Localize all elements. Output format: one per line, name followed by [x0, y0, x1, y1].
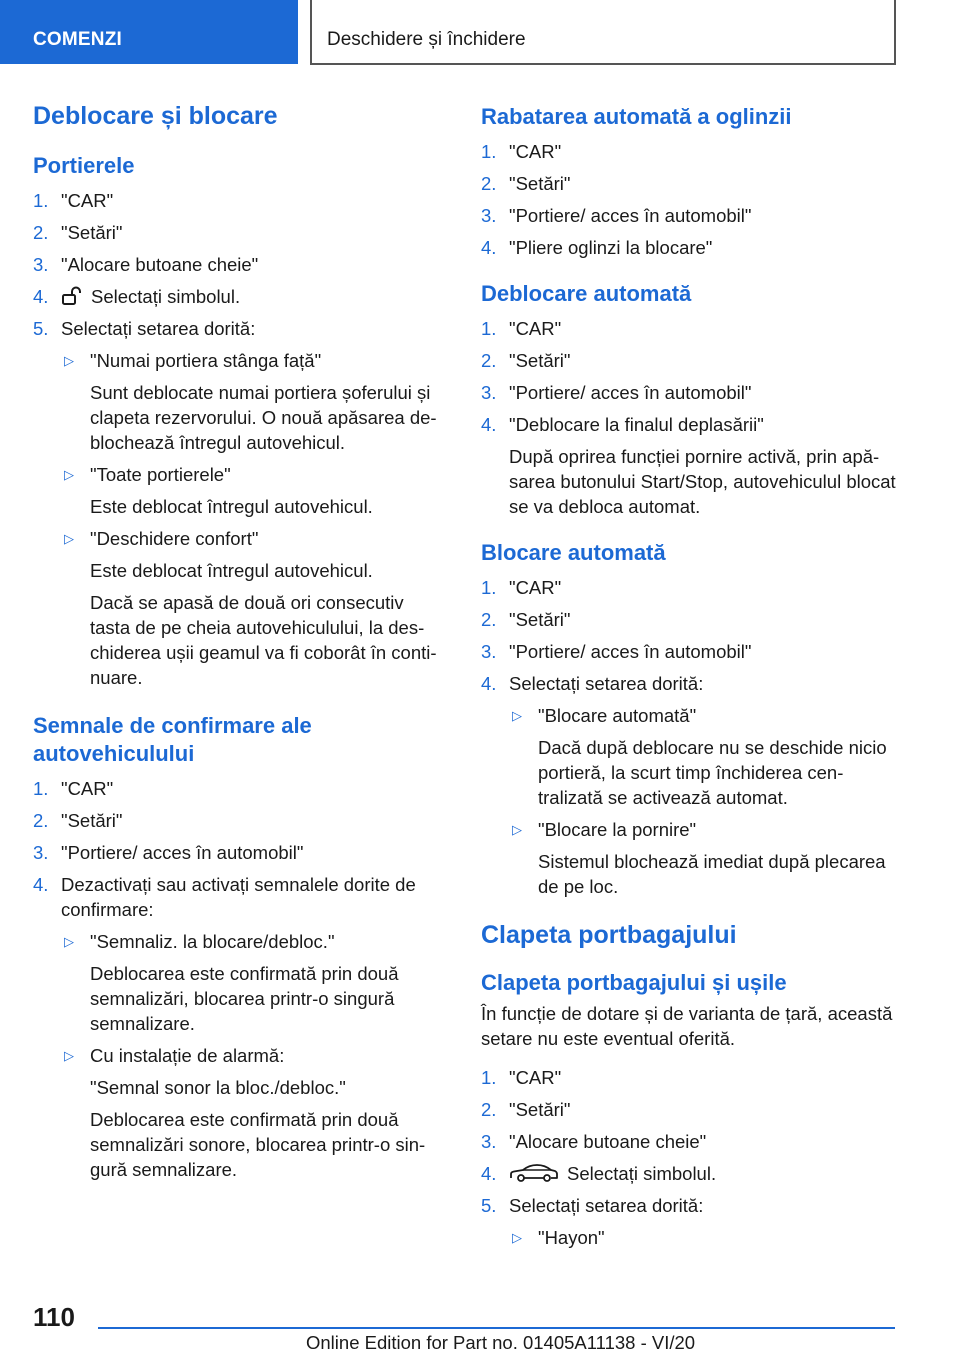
option-list — [509, 703, 901, 899]
list-item: 3. "Portiere/ acces în automobil" — [33, 842, 304, 863]
option-list — [61, 348, 448, 690]
list-item: 3. "Portiere/ acces în automobil" — [481, 382, 752, 403]
section-title-clapeta: Clapeta portbagajului — [481, 921, 737, 949]
triangle-bullet-icon: ▷ — [64, 467, 74, 482]
triangle-bullet-icon: ▷ — [512, 1230, 522, 1245]
left-column — [33, 100, 448, 1189]
list-item: 1. "CAR" — [33, 190, 114, 211]
blocare-steps — [481, 575, 901, 899]
list-item: 1. "CAR" — [481, 318, 562, 339]
list-item: 4. Selectați simbolul. — [33, 286, 241, 307]
unlock-icon — [61, 286, 83, 306]
list-item: 1. "CAR" — [481, 1067, 562, 1088]
section-title-deblocare: Deblocare și blocare — [33, 102, 278, 130]
triangle-bullet-icon: ▷ — [64, 1048, 74, 1063]
list-item: 2. "Setări" — [481, 1099, 571, 1120]
list-item: 1. "CAR" — [33, 778, 114, 799]
triangle-bullet-icon: ▷ — [512, 822, 522, 837]
list-item: 4. Dezactivați sau activați semnalele dorite de confirmare: ▷ "Semnaliz. la blocare/debloc." Deblocarea este confirmată prin două semnalizări, blocarea printr-o singură semnalizare. ▷ Cu instalație de alarmă: "Semnal sonor la bloc./debloc." Deblocarea este confirmată prin două semnalizări sonore, blocarea printr-o singură semnalizare. — [33, 872, 448, 1182]
oglinzi-steps — [481, 139, 901, 260]
footer-divider — [98, 1327, 895, 1329]
deblocare-note: După oprirea funcției pornire activă, prin apăsarea butonului Start/Stop, autovehiculul blocat se va debloca automat. — [509, 446, 896, 517]
list-item: 4. Selectați setarea dorită: ▷ "Blocare automată" Dacă după deblocare nu se deschide nicio portieră, la scurt timp închiderea centralizată se activează automat. ▷ "Blocare la pornire" Sistemul blochează imediat după plecarea de pe loc. — [481, 671, 901, 899]
heading-clapeta-usile: Clapeta portbagajului și ușile — [481, 970, 787, 995]
car-icon — [509, 1163, 559, 1183]
option-list — [509, 1225, 901, 1250]
option-item: ▷ "Deschidere confort" Este deblocat întregul autovehicul. Dacă se apasă de două ori consecutiv tasta de pe cheia autovehiculului, la deschiderea ușii geamul va fi coborât în continuare. — [64, 528, 437, 688]
triangle-bullet-icon: ▷ — [64, 353, 74, 368]
list-item: 2. "Setări" — [481, 173, 571, 194]
triangle-bullet-icon: ▷ — [64, 531, 74, 546]
option-item: ▷ "Toate portierele" Este deblocat întregul autovehicul. — [64, 464, 373, 517]
list-item: 5. Selectați setarea dorită: ▷ "Hayon" — [481, 1193, 901, 1250]
list-item: 3. "Portiere/ acces în automobil" — [481, 641, 752, 662]
footer-edition: Online Edition for Part no. 01405A11138 - VI/20 — [306, 1332, 696, 1353]
option-item: ▷ "Blocare automată" Dacă după deblocare nu se deschide nicio portieră, la scurt timp închiderea centralizată se activează automat. — [512, 705, 887, 808]
chapter-label: Deschidere și închidere — [327, 29, 526, 50]
list-item: 5. Selectați setarea dorită: ▷ "Numai portiera stânga față" Sunt deblocate numai portiera șoferului și clapeta rezervorului. O nouă apăsarea deblochează întregul autovehicul. ▷ "Toate portierele" Este deblocat întregul autovehicul. ▷ "Deschidere confort" Este deblocat întregul autovehicul. Dacă se apasă de două ori consecutiv tasta de pe cheia autovehiculului, la deschiderea ușii geamul va fi coborât în continuare. — [33, 316, 448, 690]
section-tab — [0, 0, 298, 64]
option-item: ▷ "Hayon" — [512, 1227, 605, 1248]
list-item: 2. "Setări" — [33, 810, 123, 831]
list-item: 3. "Alocare butoane cheie" — [33, 254, 259, 275]
list-item: 4. Selectați simbolul. — [481, 1163, 717, 1184]
option-item: ▷ "Numai portiera stânga față" Sunt deblocate numai portiera șoferului și clapeta rezervorului. O nouă apăsarea deblochează întregul autovehicul. — [64, 350, 437, 453]
heading-blocare-automata: Blocare automată — [481, 540, 666, 565]
section-label: COMENZI — [33, 29, 123, 50]
option-item: ▷ "Blocare la pornire" Sistemul blochează imediat după plecarea de pe loc. — [512, 819, 886, 897]
triangle-bullet-icon: ▷ — [64, 934, 74, 949]
portierele-steps — [33, 188, 448, 690]
list-item: 3. "Portiere/ acces în automobil" — [481, 205, 752, 226]
option-item: ▷ "Semnaliz. la blocare/debloc." Deblocarea este confirmată prin două semnalizări, blocarea printr-o singură semnalizare. — [64, 931, 399, 1034]
right-column — [481, 100, 901, 1257]
list-item: 4. "Pliere oglinzi la blocare" — [481, 237, 713, 258]
heading-oglinzi: Rabatarea automată a oglinzii — [481, 104, 792, 129]
triangle-bullet-icon: ▷ — [512, 708, 522, 723]
list-item: 1. "CAR" — [481, 577, 562, 598]
heading-portierele: Portierele — [33, 153, 135, 178]
list-item: 2. "Setări" — [481, 609, 571, 630]
semnale-steps — [33, 776, 448, 1182]
list-item: 1. "CAR" — [481, 141, 562, 162]
clapeta-steps — [481, 1065, 901, 1250]
option-list — [61, 929, 448, 1182]
option-item: ▷ Cu instalație de alarmă: "Semnal sonor la bloc./debloc." Deblocarea este confirmată prin două semnalizări sonore, blocarea printr-o singură semnalizare. — [64, 1045, 426, 1180]
heading-deblocare-automata: Deblocare automată — [481, 281, 692, 306]
list-item: 3. "Alocare butoane cheie" — [481, 1131, 707, 1152]
list-item: 2. "Setări" — [481, 350, 571, 371]
page-number: 110 — [33, 1302, 75, 1332]
heading-semnale: Semnale de confirmare ale autovehiculului — [33, 713, 312, 766]
deblocare-steps — [481, 316, 901, 519]
clapeta-intro: În funcție de dotare și de varianta de țară, această setare nu este eventual oferită. — [481, 1003, 893, 1049]
chapter-tab — [310, 0, 896, 65]
list-item: 4. "Deblocare la finalul deplasării" După oprirea funcției pornire activă, prin apăsarea butonului Start/Stop, autovehiculul blocat se va debloca automat. — [481, 412, 901, 519]
list-item: 2. "Setări" — [33, 222, 123, 243]
